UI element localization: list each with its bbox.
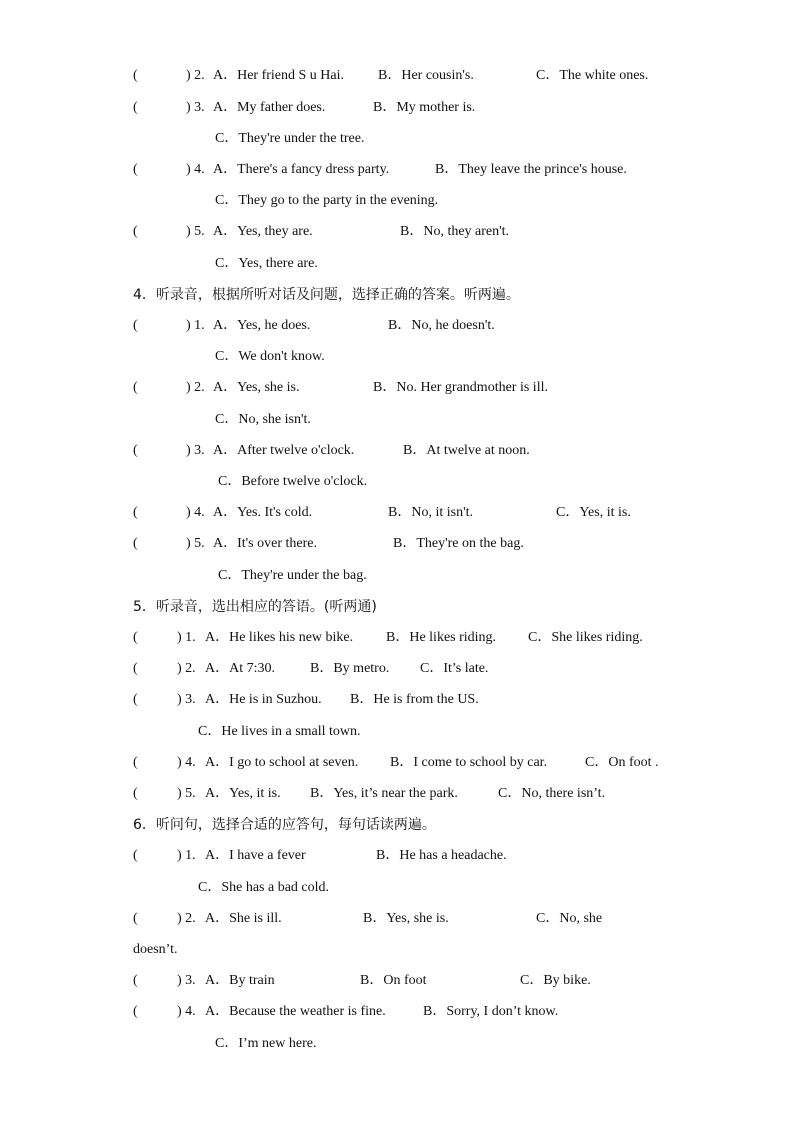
- question-number: ) 3.: [177, 973, 196, 988]
- question-line: [0, 754, 794, 772]
- question-number: ) 2.: [177, 911, 196, 926]
- question-number: ) 3.: [186, 443, 205, 458]
- option-a: A．There's a fancy dress party.: [213, 162, 390, 177]
- option-c: C．They're under the bag.: [218, 568, 367, 583]
- option-b: B．Yes, it’s near the park.: [310, 786, 458, 801]
- answer-paren-open: (: [133, 505, 138, 520]
- option-b: B．Her cousin's.: [378, 68, 474, 83]
- option-c: C．We don't know.: [215, 349, 325, 364]
- answer-paren-open: (: [133, 380, 138, 395]
- option-continuation: [0, 130, 794, 148]
- question-number: ) 4.: [177, 755, 196, 770]
- option-a: A．He is in Suzhou.: [205, 692, 322, 707]
- option-b: B．Sorry, I don’t know.: [423, 1004, 559, 1019]
- option-c: C．Yes, there are.: [215, 256, 318, 271]
- option-c: C．She has a bad cold.: [198, 880, 330, 895]
- option-b: B．At twelve at noon.: [403, 443, 530, 458]
- option-c-wrap: doesn’t.: [133, 942, 178, 957]
- answer-paren-open: (: [133, 224, 138, 239]
- question-line: [0, 535, 794, 553]
- section-5-heading: 5．听录音，选出相应的答语。(听两通): [133, 599, 377, 615]
- question-number: ) 1.: [186, 318, 205, 333]
- answer-paren-open: (: [133, 68, 138, 83]
- option-c: C．No, she: [536, 911, 603, 926]
- option-c: C．They go to the party in the evening.: [215, 193, 439, 208]
- question-line: [0, 785, 794, 803]
- answer-paren-open: (: [133, 661, 138, 676]
- answer-paren-open: (: [133, 443, 138, 458]
- option-continuation: [0, 473, 794, 491]
- option-a: A．Yes, he does.: [213, 318, 311, 333]
- option-b: B．They leave the prince's house.: [435, 162, 627, 177]
- option-a: A．Because the weather is fine.: [205, 1004, 386, 1019]
- question-number: ) 2.: [186, 68, 205, 83]
- question-line: [0, 629, 794, 647]
- option-a: A．After twelve o'clock.: [213, 443, 355, 458]
- question-number: ) 1.: [177, 848, 196, 863]
- question-line: [0, 910, 794, 928]
- option-c: C．The white ones.: [536, 68, 649, 83]
- option-b: B．No, they aren't.: [400, 224, 510, 239]
- option-continuation: [0, 255, 794, 273]
- question-number: ) 5.: [186, 536, 205, 551]
- option-c: C．I’m new here.: [215, 1036, 317, 1051]
- option-a: A．Yes. It's cold.: [213, 505, 313, 520]
- option-b: B．He likes riding.: [386, 630, 497, 645]
- option-a: A．At 7:30.: [205, 661, 275, 676]
- answer-paren-open: (: [133, 786, 138, 801]
- answer-paren-open: (: [133, 973, 138, 988]
- question-line: [0, 1003, 794, 1021]
- question-line: [0, 379, 794, 397]
- option-c: C．By bike.: [520, 973, 591, 988]
- option-c: C．On foot .: [585, 755, 659, 770]
- question-line: [0, 99, 794, 117]
- question-line: [0, 504, 794, 522]
- question-number: ) 3.: [177, 692, 196, 707]
- answer-paren-open: (: [133, 100, 138, 115]
- question-number: ) 5.: [177, 786, 196, 801]
- option-c: C．He lives in a small town.: [198, 724, 361, 739]
- option-b: B．No, it isn't.: [388, 505, 473, 520]
- question-line: [0, 691, 794, 709]
- option-b: B．He has a headache.: [376, 848, 507, 863]
- option-continuation: [0, 348, 794, 366]
- option-b: B．By metro.: [310, 661, 390, 676]
- option-a: A．I go to school at seven.: [205, 755, 359, 770]
- answer-paren-open: (: [133, 630, 138, 645]
- option-c: C．Yes, it is.: [556, 505, 631, 520]
- option-continuation: [0, 411, 794, 429]
- answer-paren-open: (: [133, 318, 138, 333]
- option-continuation: [0, 941, 794, 959]
- question-number: ) 5.: [186, 224, 205, 239]
- question-number: ) 4.: [177, 1004, 196, 1019]
- option-a: A．It's over there.: [213, 536, 317, 551]
- question-number: ) 4.: [186, 162, 205, 177]
- option-a: A．He likes his new bike.: [205, 630, 354, 645]
- section-6-heading: 6．听问句，选择合适的应答句，每句话读两遍。: [133, 817, 436, 833]
- section-4-heading: 4．听录音，根据所听对话及问题，选择正确的答案。听两遍。: [133, 287, 520, 303]
- question-line: [0, 442, 794, 460]
- option-a: A．Yes, they are.: [213, 224, 313, 239]
- option-continuation: [0, 879, 794, 897]
- question-line: [0, 67, 794, 85]
- option-a: A．I have a fever: [205, 848, 306, 863]
- question-line: [0, 972, 794, 990]
- option-b: B．They're on the bag.: [393, 536, 524, 551]
- question-line: [0, 847, 794, 865]
- option-a: A．My father does.: [213, 100, 326, 115]
- option-a: A．Yes, it is.: [205, 786, 281, 801]
- option-c: C．She likes riding.: [528, 630, 643, 645]
- question-line: [0, 161, 794, 179]
- option-c: C．It’s late.: [420, 661, 489, 676]
- question-line: [0, 317, 794, 335]
- option-c: C．No, there isn’t.: [498, 786, 606, 801]
- question-number: ) 2.: [186, 380, 205, 395]
- option-a: A．Yes, she is.: [213, 380, 300, 395]
- option-continuation: [0, 567, 794, 585]
- question-number: ) 1.: [177, 630, 196, 645]
- option-b: B．No, he doesn't.: [388, 318, 495, 333]
- option-b: B．Yes, she is.: [363, 911, 449, 926]
- option-continuation: [0, 192, 794, 210]
- answer-paren-open: (: [133, 536, 138, 551]
- option-a: A．Her friend S u Hai.: [213, 68, 345, 83]
- option-a: A．She is ill.: [205, 911, 282, 926]
- option-continuation: [0, 1035, 794, 1053]
- question-number: ) 2.: [177, 661, 196, 676]
- option-c: C．No, she isn't.: [215, 412, 311, 427]
- option-b: B．On foot: [360, 973, 427, 988]
- option-continuation: [0, 723, 794, 741]
- answer-paren-open: (: [133, 848, 138, 863]
- question-line: [0, 223, 794, 241]
- answer-paren-open: (: [133, 162, 138, 177]
- answer-paren-open: (: [133, 1004, 138, 1019]
- answer-paren-open: (: [133, 692, 138, 707]
- option-c: C．They're under the tree.: [215, 131, 365, 146]
- answer-paren-open: (: [133, 911, 138, 926]
- question-line: [0, 660, 794, 678]
- answer-paren-open: (: [133, 755, 138, 770]
- question-number: ) 4.: [186, 505, 205, 520]
- option-b: B．He is from the US.: [350, 692, 479, 707]
- option-a: A．By train: [205, 973, 275, 988]
- question-number: ) 3.: [186, 100, 205, 115]
- option-b: B．No. Her grandmother is ill.: [373, 380, 548, 395]
- option-b: B．My mother is.: [373, 100, 476, 115]
- option-c: C．Before twelve o'clock.: [218, 474, 368, 489]
- option-b: B．I come to school by car.: [390, 755, 548, 770]
